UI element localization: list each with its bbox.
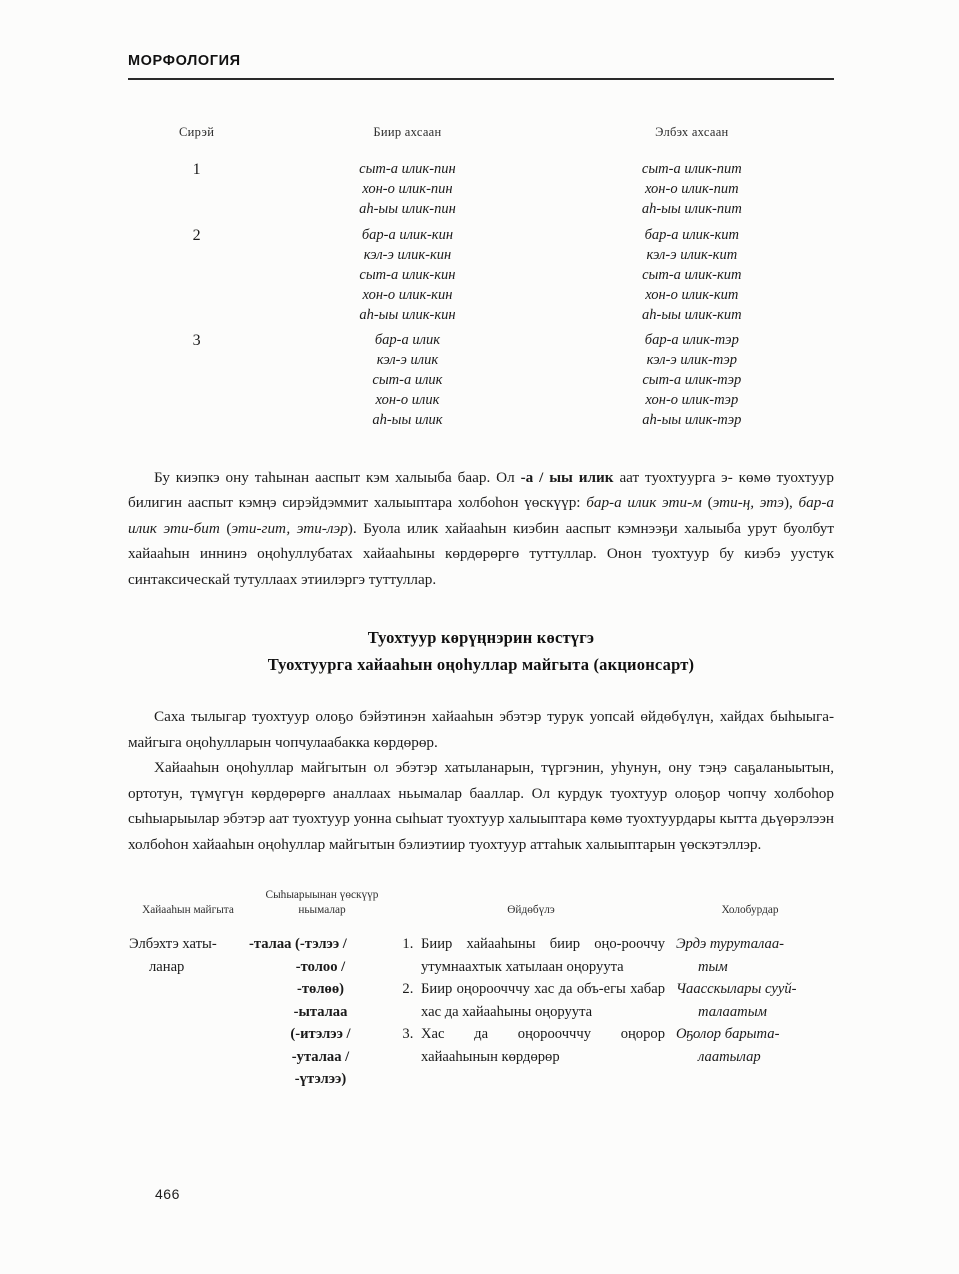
affix-line-6: -уталаа / xyxy=(291,1048,350,1065)
paradigm-header-singular: Биир ахсаан xyxy=(373,125,442,139)
paragraph-after-paradigm xyxy=(128,465,834,593)
para1-seg-f: ). Буола илик хайааһын киэбин ааспыт кэмнээҕи халыыба урут буолбут хайааһын иннинэ оңоһуллубатах хайааһыны көрдөрөргө туттуллар. Онон туохтуур бу киэбэ уустук синтаксическай тутуллаах этиилэргэ туттуллар. xyxy=(128,519,835,588)
affix-line-3: -төлөө) xyxy=(297,981,344,997)
example-1-line-1: Эрдэ туруталаа- xyxy=(676,936,784,952)
paradigm-cell-sg: аһ-ыы илик-пин xyxy=(359,201,456,217)
para1-bold-term: -а / ыы илик xyxy=(520,468,614,486)
paradigm-table-head xyxy=(128,124,834,154)
paradigm-person-2: 2 xyxy=(192,226,201,244)
paradigm-cell-pl: хон-о илик-пит xyxy=(644,181,739,197)
paradigm-cell-pl: кэл-э илик-кит xyxy=(646,246,738,263)
paradigm-cell-sg: сыт-а илик-пин xyxy=(359,161,456,177)
paradigm-cell-pl: хон-о илик-кит xyxy=(645,286,739,303)
paradigm-cell-pl: кэл-э илик-тэр xyxy=(646,352,737,368)
table-row xyxy=(128,932,834,1092)
example-block-2 xyxy=(676,978,833,1023)
example-block-3 xyxy=(676,1023,833,1068)
running-head-title: МОРФОЛОГИЯ xyxy=(128,53,241,69)
paradigm-cell-sg: хон-о илик-пин xyxy=(362,181,453,197)
running-head-rule xyxy=(128,78,834,80)
paradigm-cell-sg: хон-о илик-кин xyxy=(362,286,453,303)
affix-line-2: -толоо / xyxy=(295,958,346,975)
feature-cell-category xyxy=(128,932,248,1092)
paradigm-cell-sg: кэл-э илик xyxy=(376,352,439,368)
paradigm-person-1: 1 xyxy=(192,161,201,178)
paradigm-cell-sg: кэл-э илик-кин xyxy=(363,246,452,263)
example-1-line-2: тым xyxy=(698,958,728,975)
paradigm-cell-pl: бар-а илик-тэр xyxy=(644,332,739,348)
para1-seg-c: ( xyxy=(701,494,713,511)
table-row xyxy=(128,325,834,351)
category-line-1: Элбэхтэ хаты- xyxy=(129,936,217,952)
example-2-line-1: Чаасскылары сууй- xyxy=(676,981,797,997)
paradigm-cell-pl: сыт-а илик-пит xyxy=(641,161,742,177)
page-content xyxy=(128,52,834,1092)
paradigm-cell-pl: бар-а илик-кит xyxy=(644,226,740,243)
affix-line-4: -ыталаа xyxy=(293,1003,348,1020)
list-item: 2. Биир оңороочччу хас да объ-егы хабар хас да хайааһыны оңоруута xyxy=(417,978,665,1023)
affix-line-1: -талаа (-тэлээ / xyxy=(249,936,347,952)
paragraph-body-1: Саха тылыгар туохтуур олоҕо бэйэтинэн хайааһын эбэтэр турук уопсай өйдөбүлүн, хайдах быһыыга-майгыга оңоһулларын чопчулаабакка көрдөрөр. xyxy=(128,708,834,751)
example-3-line-2: лаатылар xyxy=(698,1048,761,1065)
para1-italic-2: эти-ң, этэ xyxy=(712,494,784,511)
feature-header-definition: Өйдөбүлэ xyxy=(507,904,555,916)
feature-table-body xyxy=(128,932,834,1092)
paradigm-header-row xyxy=(128,124,834,154)
para1-seg-a: Бу киэпкэ ону таһынан ааспыт кэм халыыба баар. Ол xyxy=(154,468,521,486)
paradigm-header-person: Сирэй xyxy=(179,125,215,139)
paradigm-cell-sg: сыт-а илик-кин xyxy=(359,266,456,283)
paradigm-table xyxy=(128,124,834,431)
definition-list xyxy=(397,933,665,1068)
running-head-title-wrap xyxy=(128,52,251,71)
para1-italic-4: эти-гит, эти-лэр xyxy=(231,519,348,537)
feature-cell-examples xyxy=(666,932,834,1092)
para1-italic-3: бар-а илик эти-бит xyxy=(128,494,835,537)
feature-table xyxy=(128,887,834,1092)
paradigm-cell-sg: аһ-ыы илик-кин xyxy=(359,306,456,323)
example-3-line-1: Оҕолор барыта- xyxy=(676,1026,780,1042)
running-head xyxy=(128,52,834,86)
paradigm-cell-sg: бар-а илик-кин xyxy=(361,226,454,243)
paradigm-cell-pl: аһ-ыы илик-кит xyxy=(642,306,742,323)
list-item: 3. Хас да оңороочччу оңорор хайааһынын көрдөрөр xyxy=(417,1023,665,1068)
para1-italic-1: бар-а илик эти-м xyxy=(586,494,702,511)
feature-cell-definition xyxy=(396,932,666,1092)
paragraph-body-2: Хайааһын оңоһуллар майгытын ол эбэтэр хатыланарын, түргэнин, уһунун, ону тэңэ саҕаланыытын, ортотун, түмүгүн көрдөрөргө аналлаах ньымалар бааллар. Ол курдук туохтуур олоҕор чопчу холбоһор сыһыарыылар эбэтэр аат туохтуур уонна сыһыат туохтуур халыыптара көмө туохтуурдары кытта дьүөрэлээн холбоһон хайааһын оңоһуллар майгытын бэлиэтиир туохтуур аттаһык халыыптарын үөскэтэллэр. xyxy=(128,759,834,853)
feature-header-means: Сыһыарыынан үөскүүр ньымалар xyxy=(265,889,379,916)
category-line-2: ланар xyxy=(149,958,185,975)
paradigm-person-3: 3 xyxy=(192,332,201,349)
example-block-1 xyxy=(676,933,833,978)
paradigm-cell-sg: бар-а илик xyxy=(374,332,440,348)
table-row xyxy=(128,220,834,246)
list-item: 1. Биир хайааһыны биир оңо-рооччу утумнаахтык хатылаан оңоруута xyxy=(417,933,665,978)
section-heading xyxy=(128,624,834,678)
paradigm-cell-pl: хон-о илик-тэр xyxy=(645,392,739,408)
feature-cell-affixes xyxy=(248,932,396,1092)
para1-seg-d: ), xyxy=(783,494,799,511)
page-number: 466 xyxy=(155,1186,180,1202)
paradigm-cell-pl: аһ-ыы илик-тэр xyxy=(642,412,742,428)
section-heading-line-1: Туохтуур көрүңнэрин көстүгэ xyxy=(367,628,595,647)
example-2-line-2: талаатым xyxy=(698,1003,767,1020)
para1-seg-e: ( xyxy=(219,519,232,537)
feature-header-examples: Холобурдар xyxy=(721,904,779,916)
paradigm-header-plural: Элбэх ахсаан xyxy=(655,125,729,139)
para1-seg-b: аат туохтуурга э- көмө туохтуур билигин ааспыт кэмңэ сирэйдэммит халыыптара холбоһон үөскүүр: xyxy=(128,468,834,511)
affix-line-7: -үтэлээ) xyxy=(294,1071,347,1087)
paradigm-cell-sg: аһ-ыы илик xyxy=(372,412,443,428)
paradigm-cell-pl: сыт-а илик-кит xyxy=(642,266,742,283)
affix-line-5: (-итэлээ / xyxy=(290,1026,351,1042)
paradigm-cell-pl: сыт-а илик-тэр xyxy=(642,372,742,388)
paradigm-table-body xyxy=(128,154,834,431)
table-row xyxy=(128,154,834,180)
paradigm-cell-sg: сыт-а илик xyxy=(372,372,443,388)
paradigm-cell-sg: хон-о илик xyxy=(375,392,440,408)
feature-header-category: Хайааһын майгыта xyxy=(142,904,234,916)
feature-table-head xyxy=(128,887,834,932)
paradigm-cell-pl: аһ-ыы илик-пит xyxy=(641,201,742,217)
feature-header-row xyxy=(128,887,834,932)
section-heading-line-2: Туохтуурга хайааһын оңоһуллар майгыта (акционсарт) xyxy=(267,655,695,674)
